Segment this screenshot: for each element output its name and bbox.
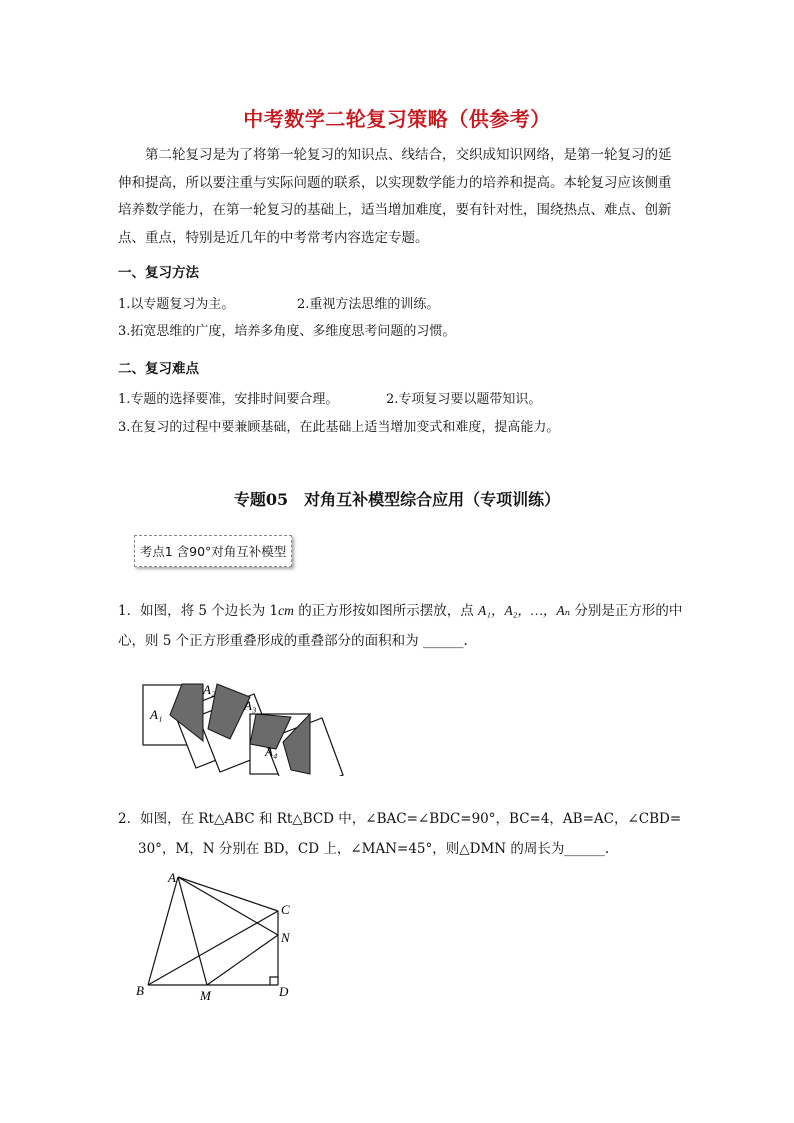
label-a1: A₁ — [150, 707, 163, 722]
topic-title: 专题05 对角互补模型综合应用（专项训练） — [233, 490, 561, 509]
page-title: 中考数学二轮复习策略（供参考） — [243, 107, 551, 131]
section-heading-methods: 一、复习方法 — [118, 265, 199, 281]
difficulties-item-2: 2.专项复习要以题带知识。 — [386, 392, 542, 407]
answer-blank: ______ — [422, 633, 464, 649]
answer-blank: ______ — [564, 841, 605, 857]
methods-item-2: 2.重视方法思维的训练。 — [297, 297, 440, 312]
methods-item-3: 3.拓宽思维的广度，培养多角度、多维度思考问题的习惯。 — [118, 324, 456, 339]
question-2: 2．如图，在 Rt△ABC 和 Rt△BCD 中，∠BAC=∠BDC=90°，BC=4，AB=AC，∠CBD= 30°，M，N 分别在 BD，CD 上，∠MAN=45°，则△DMN 的周长为______. — [118, 811, 682, 857]
label-a: A — [168, 870, 176, 885]
difficulties-item-3: 3.在复习的过程中要兼顾基础，在此基础上适当增加变式和难度，提高能力。 — [118, 420, 560, 435]
question-number: 2． — [118, 811, 141, 827]
difficulties-item-1: 1.专题的选择要准，安排时间要合理。 — [118, 392, 339, 407]
label-a3: A₃ — [244, 698, 257, 713]
section-heading-difficulties: 二、复习难点 — [118, 361, 199, 377]
label-d: D — [279, 984, 289, 999]
triangle-figure — [130, 865, 305, 1005]
methods-item-1: 1.以专题复习为主。 — [118, 297, 235, 312]
label-b: B — [136, 983, 144, 998]
label-n: N — [281, 930, 290, 945]
topic-badge: 考点1 含90°对角互补模型 — [134, 535, 292, 567]
question-1: 1．如图，将 5 个边长为 1cm 的正方形按如图所示摆放，点 A₁，A₂，…，Aₙ 分别是正方形的中心，则 5 个正方形重叠形成的重叠部分的面积和为 ______. — [118, 603, 683, 649]
label-a2: A₂ — [203, 682, 216, 697]
label-m: M — [200, 988, 211, 1003]
label-a4: A₄ — [265, 744, 278, 759]
squares-figure — [140, 660, 360, 776]
intro-paragraph: 第二轮复习是为了将第一轮复习的知识点、线结合，交织成知识网络，是第一轮复习的延伸和提高，所以要注重与实际问题的联系，以实现数学能力的培养和提高。本轮复习应该侧重培养数学能力，在第一轮复习的基础上，适当增加难度，要有针对性，围绕热点、难点、创新点、重点，特别是近几年的中考常考内容选定专题。 — [118, 147, 672, 246]
label-c: C — [281, 902, 290, 917]
question-number: 1． — [118, 603, 141, 619]
